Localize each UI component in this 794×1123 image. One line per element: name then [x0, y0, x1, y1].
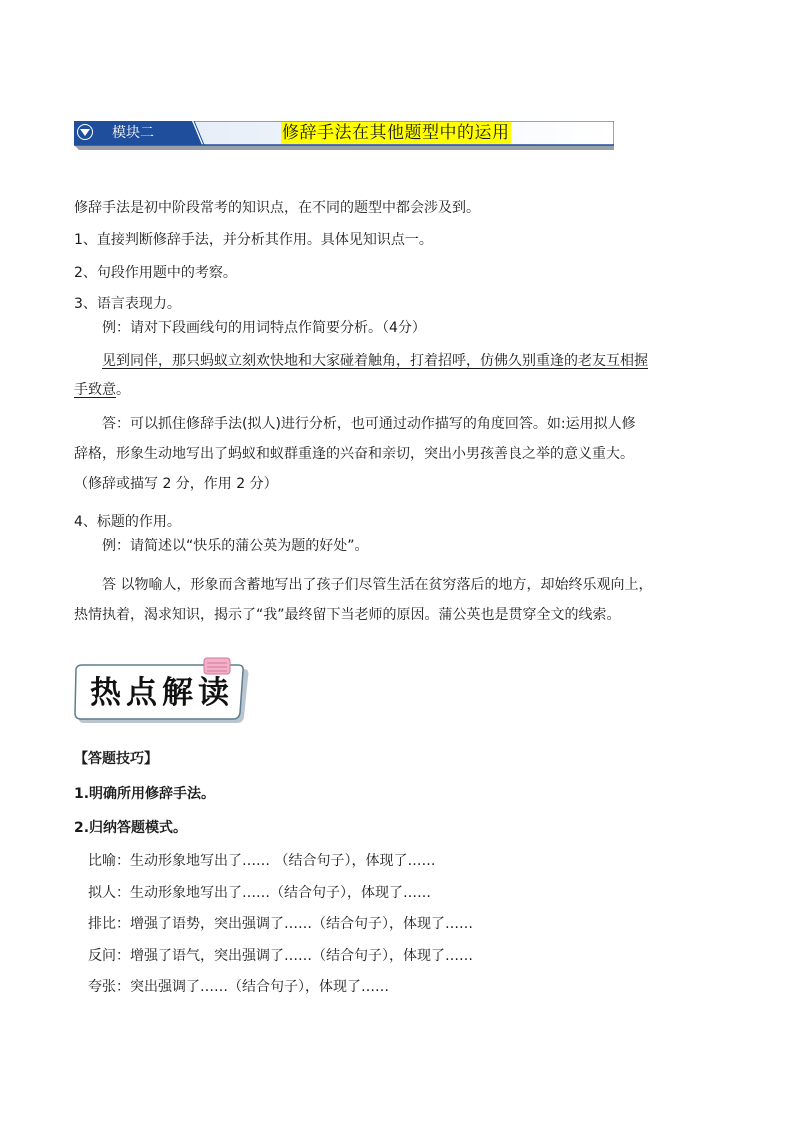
chevron-down-circle-icon[interactable]	[74, 121, 96, 143]
example1-answer-line1: 答：可以抓住修辞手法(拟人)进行分析，也可通过动作描写的角度回答。如:运用拟人修	[102, 416, 636, 432]
module-title: 修辞手法在其他题型中的运用	[282, 123, 510, 143]
example1-quote-end: 。	[116, 382, 130, 398]
example1-quote-line2-text: 手致意	[74, 382, 116, 398]
list-item-2: 2、句段作用题中的考察。	[74, 265, 237, 281]
tips-step1: 1.明确所用修辞手法。	[74, 786, 216, 802]
module-header-bar	[74, 121, 614, 151]
pattern-rhetorical-question: 反问：增强了语气，突出强调了……（结合句子），体现了……	[88, 948, 473, 964]
tips-step2: 2.归纳答题模式。	[74, 820, 188, 836]
hotspot-title: 热点解读	[90, 675, 234, 711]
example1-answer-line2: 辞格，形象生动地写出了蚂蚁和蚁群重逢的兴奋和亲切，突出小男孩善良之举的意义重大。	[74, 446, 634, 462]
example1-quote-line2	[74, 380, 130, 400]
intro-text: 修辞手法是初中阶段常考的知识点，在不同的题型中都会涉及到。	[74, 200, 480, 216]
module-label: 模块二	[112, 125, 154, 141]
pattern-hyperbole: 夸张：突出强调了……（结合句子），体现了……	[88, 979, 389, 995]
example2-answer-line1: 答 以物喻人，形象而含蓄地写出了孩子们尽管生活在贫穷落后的地方，却始终乐观向上，	[102, 577, 653, 593]
tips-heading: 【答题技巧】	[74, 751, 158, 767]
example1-answer-line3: （修辞或描写 2 分，作用 2 分）	[74, 476, 278, 492]
list-item-1: 1、直接判断修辞手法，并分析其作用。具体见知识点一。	[74, 232, 433, 248]
example2-question: 例：请简述以“快乐的蒲公英为题的好处”。	[102, 538, 369, 554]
list-item-3: 3、语言表现力。	[74, 296, 181, 312]
hotspot-badge	[72, 657, 252, 727]
example2-answer-line2: 热情执着，渴求知识，揭示了“我”最终留下当老师的原因。蒲公英也是贯穿全文的线索。	[74, 607, 621, 623]
pattern-metaphor: 比喻：生动形象地写出了…… （结合句子），体现了……	[88, 853, 436, 869]
example1-quote-line1: 见到同伴，那只蚂蚁立刻欢快地和大家碰着触角，打着招呼，仿佛久别重逢的老友互相握	[102, 353, 648, 369]
list-item-4: 4、标题的作用。	[74, 514, 181, 530]
pattern-parallelism: 排比：增强了语势，突出强调了……（结合句子），体现了……	[88, 916, 473, 932]
pattern-personification: 拟人：生动形象地写出了……（结合句子），体现了……	[88, 885, 431, 901]
example1-question: 例：请对下段画线句的用词特点作简要分析。（4分）	[102, 320, 426, 336]
